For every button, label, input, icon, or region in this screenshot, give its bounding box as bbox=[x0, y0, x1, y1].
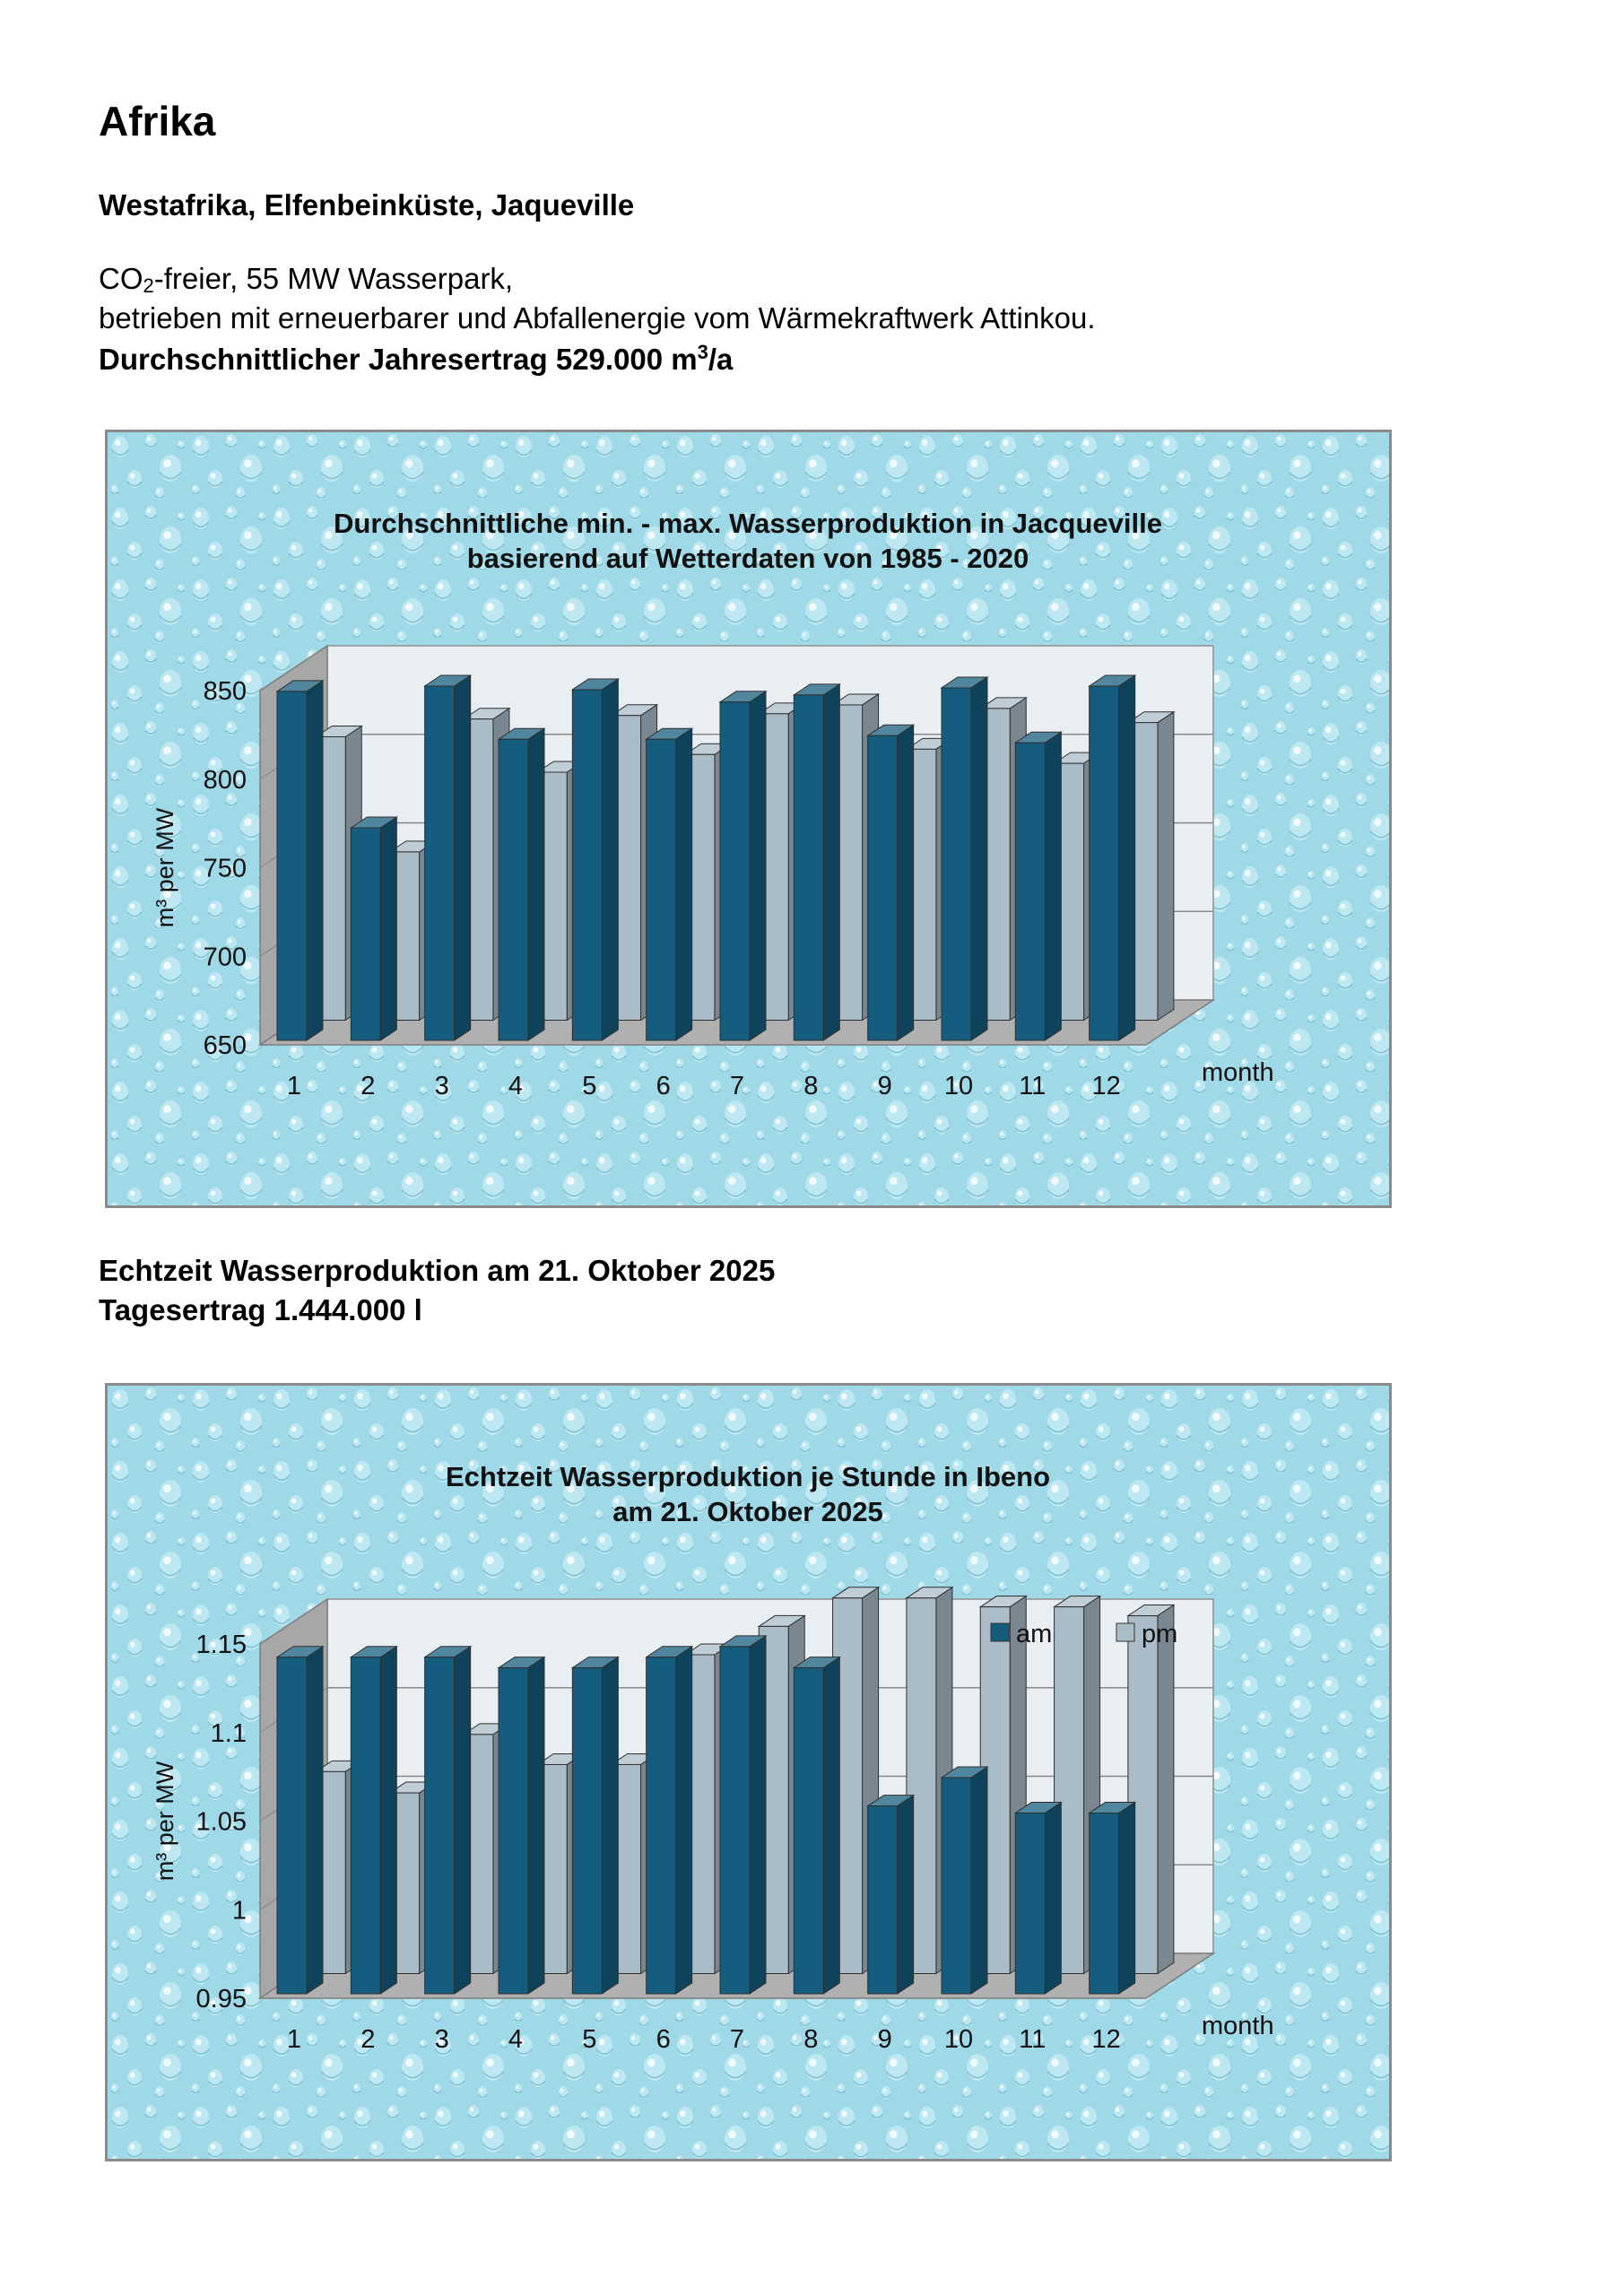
x-tick-label: 12 bbox=[1091, 1072, 1121, 1100]
x-tick-label: 9 bbox=[877, 1072, 892, 1100]
bar-front bbox=[720, 1647, 750, 1994]
page-heading: Afrika bbox=[99, 98, 216, 144]
x-tick-label: 4 bbox=[508, 1072, 524, 1100]
daily-yield: Tagesertrag 1.444.000 l bbox=[99, 1293, 422, 1326]
bar-front bbox=[499, 1668, 528, 1994]
bar bbox=[1090, 1803, 1135, 1994]
bar-front bbox=[1090, 1813, 1119, 1994]
x-tick-label: 10 bbox=[943, 1072, 974, 1100]
annual-yield: Durchschnittlicher Jahresertrag 529.000 $m^3/a$ bbox=[99, 341, 734, 376]
bar bbox=[794, 1657, 839, 1994]
bar-side bbox=[1045, 732, 1061, 1040]
bar-front bbox=[794, 695, 823, 1040]
bar-front bbox=[425, 686, 455, 1040]
realtime-title: Echtzeit Wasserproduktion am 21. Oktober 2025 bbox=[99, 1254, 776, 1287]
y-tick-label: 700 bbox=[203, 943, 247, 972]
y-tick-label: 1.15 bbox=[195, 1631, 247, 1659]
y-tick-label: 800 bbox=[203, 765, 247, 795]
bar-side bbox=[750, 691, 766, 1040]
x-tick-label: 12 bbox=[1091, 2025, 1121, 2054]
bar-side bbox=[602, 1657, 618, 1994]
y-tick-label: 1.1 bbox=[210, 1718, 247, 1748]
bar bbox=[351, 1647, 396, 1994]
bar bbox=[868, 725, 914, 1040]
y-tick-label: 0.95 bbox=[195, 1985, 247, 2013]
x-tick-label: 4 bbox=[508, 2025, 524, 2054]
bar-side bbox=[971, 1767, 987, 1994]
x-axis-label: month bbox=[1202, 1058, 1274, 1087]
bar bbox=[1015, 732, 1061, 1040]
bar-side bbox=[380, 1647, 396, 1994]
bar bbox=[720, 691, 766, 1040]
x-tick-label: 1 bbox=[286, 1072, 302, 1100]
x-tick-label: 3 bbox=[434, 2025, 449, 2054]
description-line-1: $CO_2$-freier, 55 MW Wasserpark, bbox=[99, 262, 514, 297]
chart-title-line: Durchschnittliche min. - max. Wasserproduktion in Jacqueville bbox=[334, 508, 1162, 539]
y-tick-label: 650 bbox=[203, 1031, 247, 1060]
bar bbox=[425, 675, 471, 1040]
bar-side bbox=[380, 817, 396, 1040]
x-tick-label: 2 bbox=[360, 2025, 376, 2054]
bar bbox=[647, 728, 692, 1040]
bar-front bbox=[1015, 1813, 1045, 1994]
bar-side bbox=[823, 684, 839, 1040]
bar-side bbox=[971, 677, 987, 1040]
bar bbox=[277, 681, 323, 1040]
bar-front bbox=[868, 1806, 898, 1994]
x-tick-label: 7 bbox=[729, 2025, 745, 2054]
bar bbox=[499, 1657, 544, 1994]
bar-side bbox=[528, 1657, 544, 1994]
y-tick-label: 850 bbox=[203, 677, 247, 706]
bar bbox=[1090, 675, 1135, 1040]
location-title: Westafrika, Elfenbeinküste, Jaqueville bbox=[99, 188, 635, 222]
bar-front bbox=[942, 688, 971, 1040]
bar-front bbox=[720, 702, 750, 1040]
bar-front bbox=[794, 1668, 823, 1994]
bar-front bbox=[499, 739, 528, 1040]
bar-front bbox=[351, 1657, 380, 1994]
bar-front bbox=[868, 735, 898, 1040]
x-tick-label: 6 bbox=[656, 1072, 671, 1100]
bar-side bbox=[307, 681, 323, 1040]
bar bbox=[425, 1647, 471, 1994]
chart-title-line: am 21. Oktober 2025 bbox=[612, 1496, 883, 1527]
bar-front bbox=[572, 690, 602, 1040]
bar-front bbox=[1090, 686, 1119, 1040]
x-tick-label: 11 bbox=[1019, 1072, 1046, 1100]
bar-side bbox=[898, 725, 914, 1040]
bar-front bbox=[942, 1778, 971, 1994]
bar-side bbox=[528, 728, 544, 1040]
x-tick-label: 10 bbox=[943, 2025, 974, 2054]
x-tick-label: 5 bbox=[582, 2025, 597, 2054]
bar bbox=[277, 1647, 323, 1994]
chart-title-line: basierend auf Wetterdaten von 1985 - 2020 bbox=[466, 543, 1029, 574]
chart-realtime-production bbox=[105, 1383, 1392, 2161]
bar-front bbox=[277, 1657, 307, 1994]
bar-side bbox=[676, 728, 692, 1040]
bar-front bbox=[1015, 743, 1045, 1040]
x-tick-label: 6 bbox=[656, 2025, 671, 2054]
bar bbox=[572, 1657, 618, 1994]
bar bbox=[942, 1767, 987, 1994]
x-tick-label: 11 bbox=[1019, 2025, 1046, 2054]
bar-front bbox=[277, 691, 307, 1040]
bar-front bbox=[351, 828, 380, 1040]
x-tick-label: 7 bbox=[729, 1072, 745, 1100]
bar-side bbox=[602, 679, 618, 1040]
bar bbox=[794, 684, 839, 1040]
legend-label: am bbox=[1016, 1620, 1053, 1648]
y-axis-label: m³ per MW bbox=[152, 807, 178, 928]
bar-front bbox=[425, 1657, 455, 1994]
bar bbox=[572, 679, 618, 1040]
bar-front bbox=[572, 1668, 602, 1994]
bar-front bbox=[647, 739, 676, 1040]
bar bbox=[942, 677, 987, 1040]
bar-side bbox=[1158, 712, 1174, 1021]
bar-side bbox=[676, 1647, 692, 1994]
bar-side bbox=[1158, 1605, 1174, 1974]
bar bbox=[499, 728, 544, 1040]
legend-swatch bbox=[1116, 1623, 1134, 1641]
legend-label: pm bbox=[1142, 1620, 1178, 1648]
chart-average-production bbox=[105, 430, 1392, 1208]
bar-side bbox=[1119, 675, 1135, 1040]
x-axis-label: month bbox=[1202, 2012, 1274, 2040]
chart-title-line: Echtzeit Wasserproduktion je Stunde in Ibeno bbox=[445, 1461, 1051, 1492]
bar bbox=[1015, 1803, 1061, 1994]
x-tick-label: 8 bbox=[803, 1072, 819, 1100]
bar-side bbox=[750, 1636, 766, 1994]
bar-front bbox=[647, 1657, 676, 1994]
y-tick-label: 1.05 bbox=[195, 1807, 247, 1837]
chart-realtime-production-svg bbox=[108, 1386, 1389, 2159]
bar bbox=[720, 1636, 766, 1994]
bar-side bbox=[823, 1657, 839, 1994]
x-tick-label: 2 bbox=[360, 1072, 376, 1100]
bar bbox=[351, 817, 396, 1040]
bar-side bbox=[455, 1647, 471, 1994]
y-tick-label: 750 bbox=[203, 854, 247, 883]
chart-average-production-svg bbox=[108, 432, 1389, 1205]
bar-side bbox=[898, 1796, 914, 1994]
x-tick-label: 8 bbox=[803, 2025, 819, 2054]
x-tick-label: 9 bbox=[877, 2025, 892, 2054]
bar bbox=[647, 1647, 692, 1994]
y-tick-label: 1 bbox=[231, 1896, 247, 1926]
bar-side bbox=[455, 675, 471, 1040]
y-axis-label: m³ per MW bbox=[152, 1761, 178, 1882]
bar-side bbox=[307, 1647, 323, 1994]
bar-side bbox=[1045, 1803, 1061, 1994]
legend-swatch bbox=[991, 1623, 1009, 1641]
bar-side bbox=[1119, 1803, 1135, 1994]
description-line-2: betrieben mit erneuerbarer und Abfallenergie vom Wärmekraftwerk Attinkou. bbox=[99, 301, 1096, 335]
x-tick-label: 5 bbox=[582, 1072, 597, 1100]
x-tick-label: 3 bbox=[434, 1072, 449, 1100]
x-tick-label: 1 bbox=[286, 2025, 302, 2054]
bar bbox=[868, 1796, 914, 1994]
